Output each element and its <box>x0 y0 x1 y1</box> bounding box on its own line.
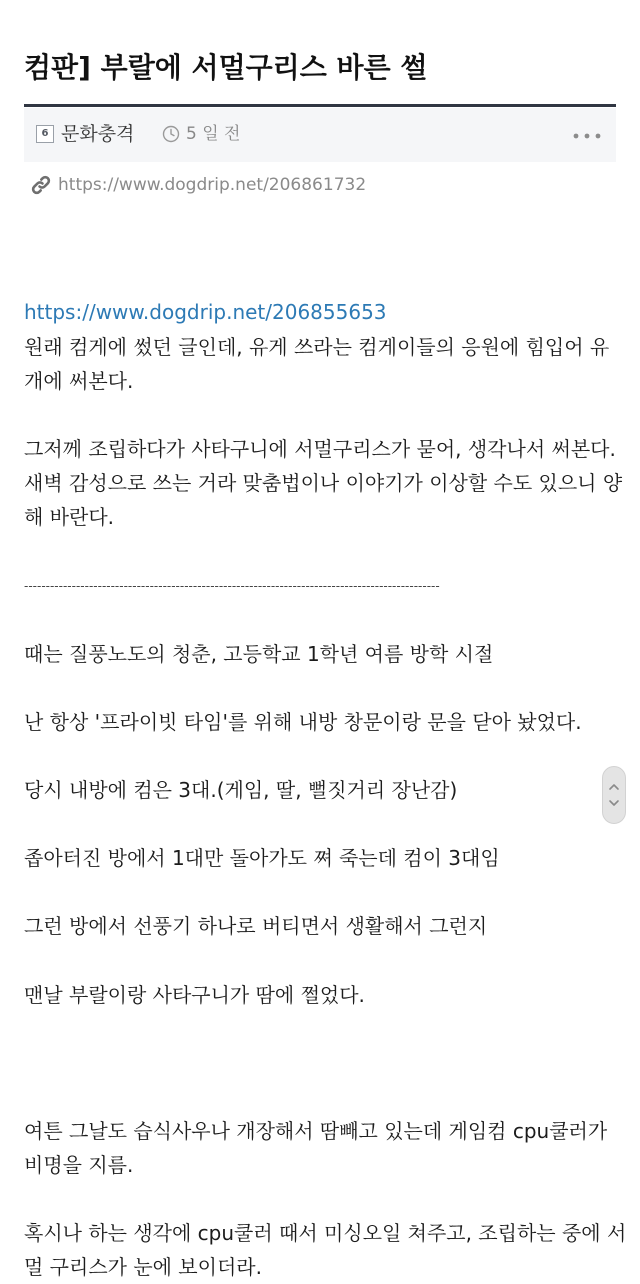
text-line: 맨날 부랄이랑 사타구니가 땀에 쩔었다. <box>24 983 365 1007</box>
post-title: 컴판] 부랄에 서멀구리스 바른 썰 <box>24 51 428 84</box>
text-line: 비명을 지름. <box>24 1153 134 1177</box>
content-source-link[interactable]: https://www.dogdrip.net/206855653 <box>24 300 387 324</box>
separator-line: ------------------------------------------------------------------------------------------------ <box>24 579 440 593</box>
text-line: 해 바란다. <box>24 505 114 529</box>
post-meta-bar <box>24 108 616 162</box>
paragraph <box>24 773 616 807</box>
text-line: 혹시나 하는 생각에 cpu쿨러 때서 미싱오일 쳐주고, 조립하는 중에 서 <box>24 1221 627 1245</box>
category-link[interactable]: 문화충격 <box>61 123 135 145</box>
paragraph <box>24 432 623 534</box>
link-icon <box>30 174 52 196</box>
paragraph <box>24 637 616 671</box>
text-line: 난 항상 '프라이빗 타임'를 위해 내방 창문이랑 문을 닫아 놨었다. <box>24 710 582 734</box>
more-options-icon[interactable] <box>572 133 602 139</box>
scroll-handle-icon <box>608 781 620 809</box>
text-line: 여튼 그날도 습식사우나 개장해서 땀빼고 있는데 게임컴 cpu쿨러가 <box>24 1119 608 1143</box>
text-line: 당시 내방에 컴은 3대.(게임, 딸, 뻘짓거리 장난감) <box>24 778 458 802</box>
paragraph <box>24 330 616 398</box>
title-divider <box>24 104 616 107</box>
board-category-icon: 6 <box>36 125 54 143</box>
text-line: 좁아터진 방에서 1대만 돌아가도 쪄 죽는데 컴이 3대임 <box>24 846 500 870</box>
text-line: 그런 방에서 선풍기 하나로 버티면서 생활해서 그런지 <box>24 914 488 938</box>
paragraph <box>24 841 616 875</box>
clock-icon <box>162 125 180 143</box>
paragraph <box>24 978 616 1012</box>
text-line: 원래 컴게에 썼던 글인데, 유게 쓰라는 컴게이들의 응원에 힘입어 유 <box>24 335 610 359</box>
post-time: 5 일 전 <box>186 124 241 144</box>
text-line: 개에 써본다. <box>24 369 134 393</box>
scroll-handle[interactable] <box>602 766 626 824</box>
paragraph <box>24 909 616 943</box>
paragraph <box>24 1216 627 1284</box>
text-line: 때는 질풍노도의 청춘, 고등학교 1학년 여름 방학 시절 <box>24 642 494 666</box>
text-line: 새벽 감성으로 쓰는 거라 맞춤법이나 이야기가 이상할 수도 있으니 양 <box>24 471 623 495</box>
paragraph <box>24 705 616 739</box>
post-permalink[interactable]: https://www.dogdrip.net/206861732 <box>58 175 367 195</box>
text-line: 멀 구리스가 눈에 보이더라. <box>24 1255 262 1279</box>
text-line: 그저께 조립하다가 사타구니에 서멀구리스가 묻어, 생각나서 써본다. <box>24 437 616 461</box>
paragraph <box>24 1114 616 1182</box>
